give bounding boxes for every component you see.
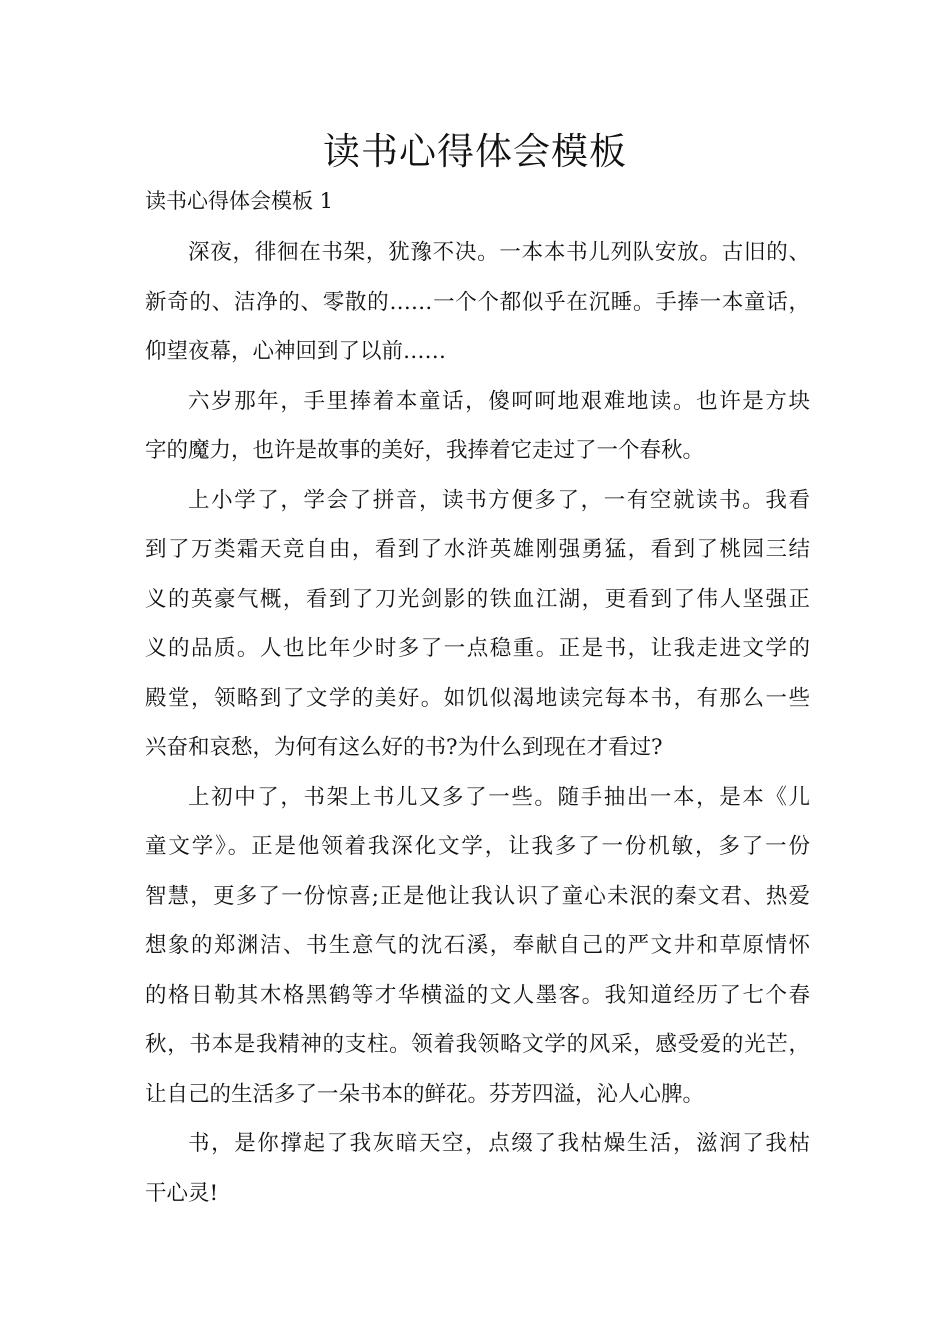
paragraph-line: 上小学了，学会了拼音，读书方便多了，一有空就读书。我看 [188, 487, 810, 513]
body-paragraph [145, 1119, 810, 1218]
paragraph-line: 的格日勒其木格黑鹤等才华横溢的文人墨客。我知道经历了七个春 [145, 982, 810, 1008]
paragraph-line: 书，是你撑起了我灰暗天空，点缀了我枯燥生活，滋润了我枯 [188, 1131, 810, 1156]
paragraph-line: 字的魔力，也许是故事的美好，我捧着它走过了一个春秋。 [145, 438, 705, 463]
paragraph-line: 干心灵! [145, 1180, 219, 1206]
paragraph-line: 义的品质。人也比年少时多了一点稳重。正是书，让我走进文学的 [145, 636, 810, 661]
body-paragraph [145, 773, 810, 1120]
paragraph-line: 到了万类霜天竞自由，看到了水浒英雄刚强勇猛，看到了桃园三结 [145, 537, 810, 562]
section-heading: 读书心得体会模板 1 [145, 189, 334, 213]
paragraph-line: 兴奋和哀愁，为何有这么好的书?为什么到现在才看过? [145, 735, 663, 760]
body-paragraph [145, 377, 810, 476]
body-paragraph [145, 228, 810, 377]
paragraph-line: 秋，书本是我精神的支柱。领着我领略文学的风采，感受爱的光芒， [145, 1032, 810, 1057]
body-paragraph [145, 476, 810, 773]
paragraph-line: 上初中了，书架上书儿又多了一些。随手抽出一本，是本《儿 [188, 784, 810, 810]
paragraph-line: 想象的郑渊洁、书生意气的沈石溪，奉献自己的严文井和草原情怀 [145, 933, 810, 958]
paragraph-line: 六岁那年，手里捧着本童话，傻呵呵地艰难地读。也许是方块 [188, 388, 810, 414]
paragraph-line: 让自己的生活多了一朵书本的鲜花。芬芳四溢，沁人心脾。 [145, 1081, 705, 1107]
paragraph-line: 新奇的、洁净的、零散的……一个个都似乎在沉睡。手捧一本童话， [145, 289, 810, 315]
paragraph-line: 童文学》。正是他领着我深化文学，让我多了一份机敏，多了一份 [145, 834, 810, 859]
paragraph-line: 义的英豪气概，看到了刀光剑影的铁血江湖，更看到了伟人坚强正 [145, 586, 810, 612]
paragraph-line: 殿堂，领略到了文学的美好。如饥似渴地读完每本书，有那么一些 [145, 685, 810, 711]
paragraph-line: 深夜，徘徊在书架，犹豫不决。一本本书儿列队安放。古旧的、 [188, 240, 810, 265]
document-title: 读书心得体会模板 [323, 130, 627, 173]
paragraph-line: 仰望夜幕，心神回到了以前…… [145, 339, 447, 364]
paragraph-line: 智慧，更多了一份惊喜;正是他让我认识了童心未泯的秦文君、热爱 [145, 883, 810, 909]
document-body [145, 228, 810, 1218]
